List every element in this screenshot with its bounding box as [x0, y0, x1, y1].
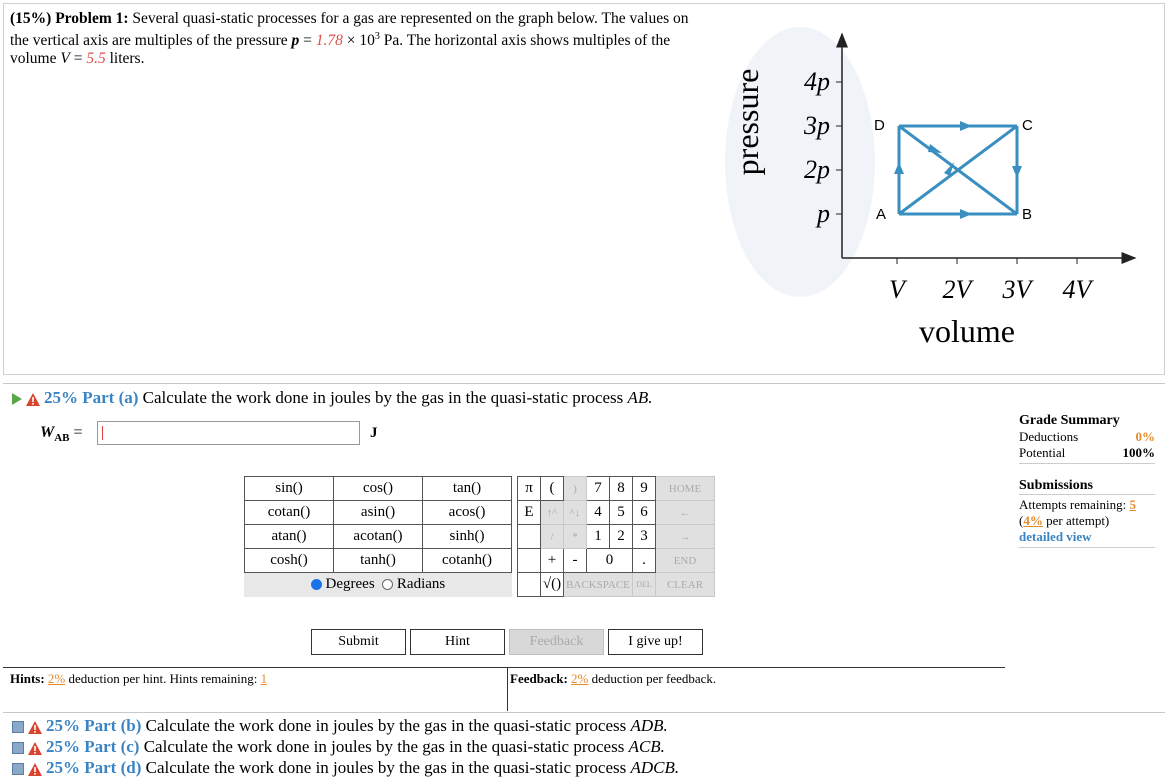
point-a-label: A — [876, 206, 887, 223]
key-lparen[interactable]: ( — [541, 477, 564, 501]
collapsed-icon[interactable] — [12, 742, 24, 754]
angle-mode — [245, 573, 512, 597]
deductions-value: 0% — [1135, 429, 1155, 444]
per-attempt-deduction: 4% — [1023, 513, 1043, 528]
key-pi[interactable]: π — [518, 477, 541, 501]
degrees-label: Degrees — [325, 576, 375, 592]
feedback-deduction: 2% — [571, 671, 589, 686]
warning-icon — [28, 742, 42, 755]
submissions-title: Submissions — [1019, 478, 1093, 493]
part-a-text: Calculate the work done in joules by the gas in the quasi-static process — [142, 388, 624, 407]
give-up-button[interactable]: I give up! — [608, 629, 703, 655]
ytick-2p: 2p — [804, 155, 830, 184]
part-b-row[interactable]: 25% Part (b) Calculate the work done in joules by the gas in the quasi-static process ADB. — [12, 716, 668, 736]
radians-radio[interactable] — [382, 579, 393, 590]
grade-summary: Grade Summary Deductions 0% Potential 100% Submissions Attempts remaining: 5 (4% per attempt) detailed view — [1019, 413, 1155, 548]
key-del[interactable]: DEL — [633, 573, 656, 597]
xtick-3v: 3V — [1002, 275, 1032, 304]
part-d-row[interactable]: 25% Part (d) Calculate the work done in joules by the gas in the quasi-static process ADCB. — [12, 758, 679, 778]
function-keypad — [244, 476, 512, 597]
key-cos[interactable]: cos() — [334, 477, 423, 501]
key-blank-1 — [518, 525, 541, 549]
key-5[interactable]: 5 — [610, 501, 633, 525]
radians-label: Radians — [396, 576, 446, 592]
part-a-header[interactable] — [12, 388, 653, 408]
pressure-symbol: p — [291, 32, 300, 50]
potential-value: 100% — [1122, 445, 1155, 460]
part-a-process: AB. — [627, 388, 653, 407]
pv-diagram — [720, 22, 1140, 352]
attempts-remaining: 5 — [1129, 497, 1136, 512]
key-left[interactable]: ← — [656, 501, 715, 525]
answer-variable: $W_{AB}$ = — [40, 424, 83, 445]
xtick-4v: 4V — [1062, 275, 1092, 304]
part-c-row[interactable]: 25% Part (c) Calculate the work done in joules by the gas in the quasi-static process ACB. — [12, 737, 665, 757]
key-sinh[interactable]: sinh() — [423, 525, 512, 549]
key-sqrt[interactable]: √() — [541, 573, 564, 597]
key-blank-3 — [518, 573, 541, 597]
key-multiply[interactable]: * — [564, 525, 587, 549]
key-3[interactable]: 3 — [633, 525, 656, 549]
feedback-info: Feedback: 2% deduction per feedback. — [510, 671, 717, 686]
number-keypad — [517, 476, 715, 597]
key-acos[interactable]: acos() — [423, 501, 512, 525]
key-rparen[interactable]: ) — [564, 477, 587, 501]
key-clear[interactable]: CLEAR — [656, 573, 715, 597]
grade-summary-title: Grade Summary — [1019, 413, 1120, 428]
key-divide[interactable]: / — [541, 525, 564, 549]
key-acotan[interactable]: acotan() — [334, 525, 423, 549]
problem-text: Several quasi-static processes for a gas are represented on the graph below. The values on the vertical axis are multiples of the pressure — [10, 10, 689, 50]
answer-unit: J — [370, 425, 378, 441]
key-6[interactable]: 6 — [633, 501, 656, 525]
point-b-label: B — [1022, 206, 1033, 223]
answer-input[interactable] — [97, 421, 360, 445]
part-a-label: 25% Part (a) — [44, 388, 139, 407]
key-blank-2 — [518, 549, 541, 573]
hint-button[interactable]: Hint — [410, 629, 505, 655]
hints-remaining: 1 — [260, 671, 268, 686]
key-end[interactable]: END — [656, 549, 715, 573]
warning-icon — [28, 763, 42, 776]
key-tan[interactable]: tan() — [423, 477, 512, 501]
submit-button[interactable]: Submit — [311, 629, 406, 655]
xtick-v: V — [889, 275, 905, 304]
hint-deduction: 2% — [47, 671, 66, 686]
expand-triangle-icon[interactable] — [12, 393, 22, 405]
y-axis-label: pressure — [729, 68, 765, 176]
collapsed-icon[interactable] — [12, 763, 24, 775]
key-backspace[interactable]: BACKSPACE — [564, 573, 633, 597]
key-7[interactable]: 7 — [587, 477, 610, 501]
key-right[interactable]: → — [656, 525, 715, 549]
key-tanh[interactable]: tanh() — [334, 549, 423, 573]
key-home[interactable]: HOME — [656, 477, 715, 501]
problem-label: (15%) Problem 1: — [10, 10, 129, 27]
feedback-button[interactable]: Feedback — [509, 629, 604, 655]
key-cotanh[interactable]: cotanh() — [423, 549, 512, 573]
key-atan[interactable]: atan() — [245, 525, 334, 549]
ytick-p: p — [817, 199, 830, 228]
key-0[interactable]: 0 — [587, 549, 633, 573]
key-1[interactable]: 1 — [587, 525, 610, 549]
key-sup[interactable]: ↑^ — [541, 501, 564, 525]
key-sin[interactable]: sin() — [245, 477, 334, 501]
hints-info: Hints: 2% deduction per hint. Hints remaining: 1 — [10, 671, 268, 686]
collapsed-icon[interactable] — [12, 721, 24, 733]
x-axis-label: volume — [919, 313, 1015, 349]
problem-statement: (15%) Problem 1: Several quasi-static processes for a gas are represented on the graph below. The values on the vertical axis are multiples of the pressure $p = 1.78 \times 10^3$ Pa. The horizontal axis shows multiples of the volume V = 5.5 liters. — [10, 10, 689, 68]
volume-symbol: V — [60, 50, 70, 68]
key-dot[interactable]: . — [633, 549, 656, 573]
volume-value: 5.5 — [86, 50, 106, 68]
point-d-label: D — [874, 117, 885, 134]
detailed-view-link[interactable]: detailed view — [1019, 529, 1155, 548]
ytick-4p: 4p — [804, 67, 830, 96]
key-4[interactable]: 4 — [587, 501, 610, 525]
key-9[interactable]: 9 — [633, 477, 656, 501]
key-plus[interactable]: + — [541, 549, 564, 573]
key-cotan[interactable]: cotan() — [245, 501, 334, 525]
ytick-3p: 3p — [804, 111, 830, 140]
key-e[interactable]: E — [518, 501, 541, 525]
key-asin[interactable]: asin() — [334, 501, 423, 525]
warning-icon — [26, 393, 40, 406]
key-sub[interactable]: ^↓ — [564, 501, 587, 525]
warning-icon — [28, 721, 42, 734]
pressure-value: 1.78 — [315, 32, 343, 50]
degrees-radio[interactable] — [311, 579, 322, 590]
key-2[interactable]: 2 — [610, 525, 633, 549]
key-cosh[interactable]: cosh() — [245, 549, 334, 573]
key-minus[interactable]: - — [564, 549, 587, 573]
xtick-2v: 2V — [942, 275, 972, 304]
point-c-label: C — [1022, 117, 1033, 134]
key-8[interactable]: 8 — [610, 477, 633, 501]
